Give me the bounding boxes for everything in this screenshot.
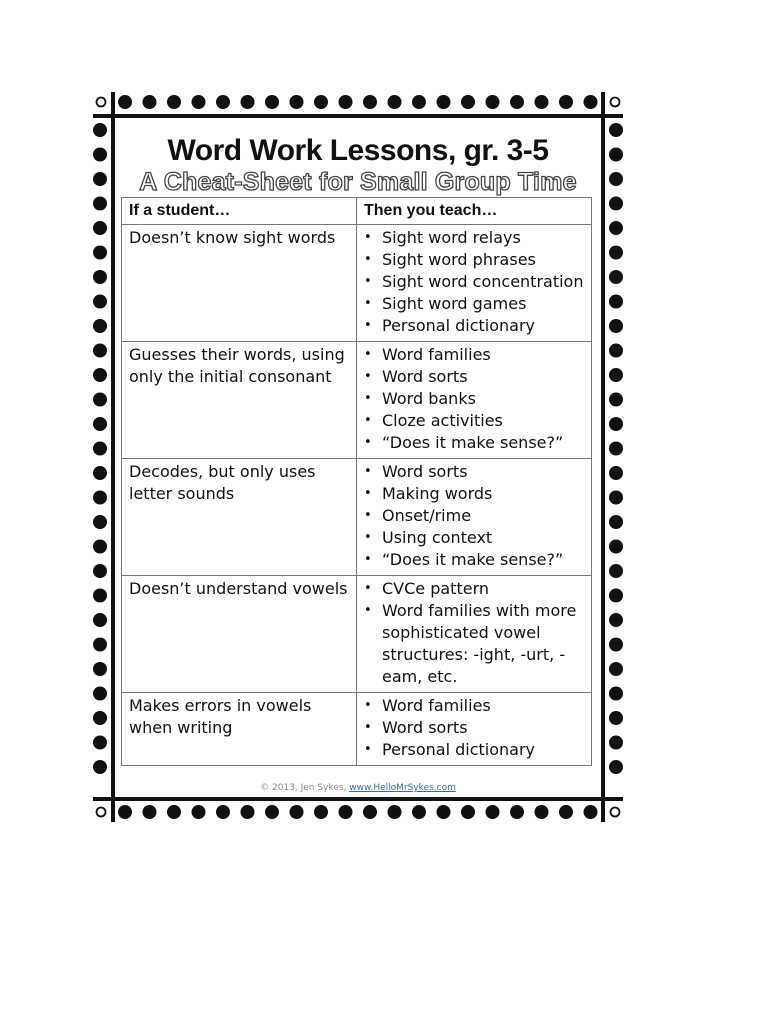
bullet-icon: • — [364, 742, 372, 757]
border-dot — [93, 760, 107, 774]
border-dot — [93, 466, 107, 480]
border-dot — [559, 95, 573, 109]
header-then-teach: Then you teach… — [357, 198, 592, 225]
student-symptom: Doesn’t know sight words — [122, 225, 357, 342]
strategy-list — [364, 461, 585, 571]
strategy-item — [364, 578, 585, 600]
bullet-icon: • — [364, 391, 372, 406]
strategy-text: Onset/rime — [382, 506, 472, 525]
table-row — [122, 459, 592, 576]
strategy-item — [364, 483, 585, 505]
teaching-strategies — [357, 342, 592, 459]
border-dot — [314, 95, 328, 109]
student-symptom: Guesses their words, using only the initial consonant — [122, 342, 357, 459]
bullet-icon: • — [364, 347, 372, 362]
strategy-item — [364, 549, 585, 571]
border-dot — [609, 344, 623, 358]
border-dot — [93, 344, 107, 358]
corner-ring — [611, 98, 620, 107]
strategy-item — [364, 505, 585, 527]
table-body — [122, 225, 592, 766]
border-dot — [609, 319, 623, 333]
strategy-item — [364, 410, 585, 432]
teaching-strategies — [357, 576, 592, 693]
bullet-icon: • — [364, 318, 372, 333]
strategy-item — [364, 461, 585, 483]
strategy-item — [364, 739, 585, 761]
website-link[interactable]: www.HelloMrSykes.com — [349, 783, 456, 793]
border-dot — [609, 540, 623, 554]
strategy-text: Personal dictionary — [382, 740, 535, 759]
strategy-text: Word families — [382, 345, 491, 364]
teaching-strategies — [357, 693, 592, 766]
strategy-list — [364, 227, 585, 337]
border-dot — [93, 319, 107, 333]
border-dot — [486, 805, 500, 819]
border-dot — [290, 805, 304, 819]
border-dot — [265, 95, 279, 109]
border-dot — [437, 805, 451, 819]
border-dot — [143, 805, 157, 819]
strategy-text: Sight word relays — [382, 228, 521, 247]
border-dot — [216, 805, 230, 819]
bullet-icon: • — [364, 296, 372, 311]
strategy-list — [364, 344, 585, 454]
strategy-text: CVCe pattern — [382, 579, 490, 598]
corner-ring — [611, 808, 620, 817]
border-dot — [388, 805, 402, 819]
border-dot — [363, 805, 377, 819]
border-dot — [93, 736, 107, 750]
strategy-item — [364, 432, 585, 454]
bullet-icon: • — [364, 603, 372, 618]
strategy-item — [364, 695, 585, 717]
lessons-table — [121, 197, 592, 766]
header-if-student: If a student… — [122, 198, 357, 225]
strategy-text: Word sorts — [382, 718, 468, 737]
border-dot — [609, 589, 623, 603]
strategy-item — [364, 527, 585, 549]
border-dot — [609, 760, 623, 774]
bullet-icon: • — [364, 508, 372, 523]
border-dot — [314, 805, 328, 819]
border-dot — [609, 613, 623, 627]
strategy-text: Word families with more sophisticated vowel structures: -ight, -urt, -eam, etc. — [382, 601, 577, 686]
border-dot — [93, 368, 107, 382]
border-dot — [609, 662, 623, 676]
border-dot — [339, 95, 353, 109]
border-dot — [93, 221, 107, 235]
border-dot — [93, 589, 107, 603]
bullet-icon: • — [364, 698, 372, 713]
border-dot — [609, 246, 623, 260]
page-subtitle: A Cheat-Sheet for Small Group Time — [139, 168, 577, 196]
border-dot — [609, 491, 623, 505]
border-dot — [241, 805, 255, 819]
border-dot — [609, 417, 623, 431]
bullet-icon: • — [364, 552, 372, 567]
border-dot — [510, 805, 524, 819]
strategy-text: Using context — [382, 528, 493, 547]
border-dot — [584, 95, 598, 109]
border-dot — [412, 95, 426, 109]
border-dot — [388, 95, 402, 109]
page-title: Word Work Lessons, gr. 3-5 — [167, 134, 549, 167]
border-dot — [535, 95, 549, 109]
table-row — [122, 693, 592, 766]
strategy-item — [364, 315, 585, 337]
border-dot — [93, 417, 107, 431]
border-dot — [461, 805, 475, 819]
border-dot — [609, 638, 623, 652]
teaching-strategies — [357, 225, 592, 342]
teaching-strategies — [357, 459, 592, 576]
border-dot — [93, 246, 107, 260]
student-symptom: Makes errors in vowels when writing — [122, 693, 357, 766]
corner-ring — [97, 808, 106, 817]
bullet-icon: • — [364, 274, 372, 289]
bullet-icon: • — [364, 369, 372, 384]
strategy-text: Cloze activities — [382, 411, 503, 430]
strategy-item — [364, 293, 585, 315]
strategy-item — [364, 717, 585, 739]
copyright-text: © 2013, Jen Sykes, — [260, 783, 347, 793]
border-dot — [609, 564, 623, 578]
strategy-text: Making words — [382, 484, 493, 503]
strategy-list — [364, 578, 585, 688]
border-dot — [93, 638, 107, 652]
border-dot — [339, 805, 353, 819]
strategy-text: Word sorts — [382, 462, 468, 481]
table-row — [122, 225, 592, 342]
strategy-text: “Does it make sense?” — [382, 433, 564, 452]
border-dot — [93, 564, 107, 578]
border-dot — [609, 711, 623, 725]
strategy-text: Word banks — [382, 389, 476, 408]
strategy-text: Sight word games — [382, 294, 527, 313]
bullet-icon: • — [364, 581, 372, 596]
strategy-item — [364, 249, 585, 271]
strategy-text: Word families — [382, 696, 491, 715]
border-dot — [609, 442, 623, 456]
border-dot — [609, 736, 623, 750]
border-dot — [118, 95, 132, 109]
border-dot — [461, 95, 475, 109]
border-dot — [609, 368, 623, 382]
strategy-item — [364, 388, 585, 410]
border-dot — [609, 197, 623, 211]
border-dot — [93, 270, 107, 284]
border-dot — [486, 95, 500, 109]
strategy-item — [364, 600, 585, 688]
bullet-icon: • — [364, 720, 372, 735]
footer-credit — [93, 783, 623, 793]
border-dot — [93, 197, 107, 211]
border-dot — [609, 393, 623, 407]
border-dot — [192, 95, 206, 109]
strategy-text: Word sorts — [382, 367, 468, 386]
border-dot — [192, 805, 206, 819]
bullet-icon: • — [364, 230, 372, 245]
border-dot — [609, 687, 623, 701]
border-dot — [93, 295, 107, 309]
border-dot — [93, 491, 107, 505]
border-dot — [93, 540, 107, 554]
strategy-list — [364, 695, 585, 761]
student-symptom: Decodes, but only uses letter sounds — [122, 459, 357, 576]
border-dot — [584, 805, 598, 819]
border-dot — [609, 466, 623, 480]
border-dot — [609, 221, 623, 235]
border-dot — [437, 95, 451, 109]
border-dot — [143, 95, 157, 109]
strategy-item — [364, 227, 585, 249]
border-dot — [93, 442, 107, 456]
border-dot — [118, 805, 132, 819]
cheat-sheet — [93, 92, 623, 822]
bullet-icon: • — [364, 252, 372, 267]
border-dot — [290, 95, 304, 109]
border-dot — [412, 805, 426, 819]
corner-ring — [97, 98, 106, 107]
table-row — [122, 576, 592, 693]
bullet-icon: • — [364, 435, 372, 450]
border-dot — [241, 95, 255, 109]
bullet-icon: • — [364, 464, 372, 479]
strategy-item — [364, 366, 585, 388]
border-dot — [510, 95, 524, 109]
border-dot — [93, 711, 107, 725]
border-dot — [559, 805, 573, 819]
border-dot — [93, 687, 107, 701]
border-dot — [535, 805, 549, 819]
strategy-text: “Does it make sense?” — [382, 550, 564, 569]
border-dot — [609, 270, 623, 284]
border-dot — [265, 805, 279, 819]
border-dot — [93, 662, 107, 676]
border-dot — [93, 515, 107, 529]
border-dot — [93, 393, 107, 407]
bullet-icon: • — [364, 413, 372, 428]
border-dot — [167, 805, 181, 819]
border-dot — [609, 515, 623, 529]
strategy-item — [364, 271, 585, 293]
bullet-icon: • — [364, 486, 372, 501]
border-dot — [167, 95, 181, 109]
border-dot — [363, 95, 377, 109]
bullet-icon: • — [364, 530, 372, 545]
student-symptom: Doesn’t understand vowels — [122, 576, 357, 693]
strategy-text: Sight word concentration — [382, 272, 584, 291]
border-dot — [216, 95, 230, 109]
table-header-row — [122, 198, 592, 225]
table-row — [122, 342, 592, 459]
border-dot — [93, 613, 107, 627]
strategy-text: Personal dictionary — [382, 316, 535, 335]
strategy-text: Sight word phrases — [382, 250, 536, 269]
strategy-item — [364, 344, 585, 366]
border-dot — [609, 295, 623, 309]
